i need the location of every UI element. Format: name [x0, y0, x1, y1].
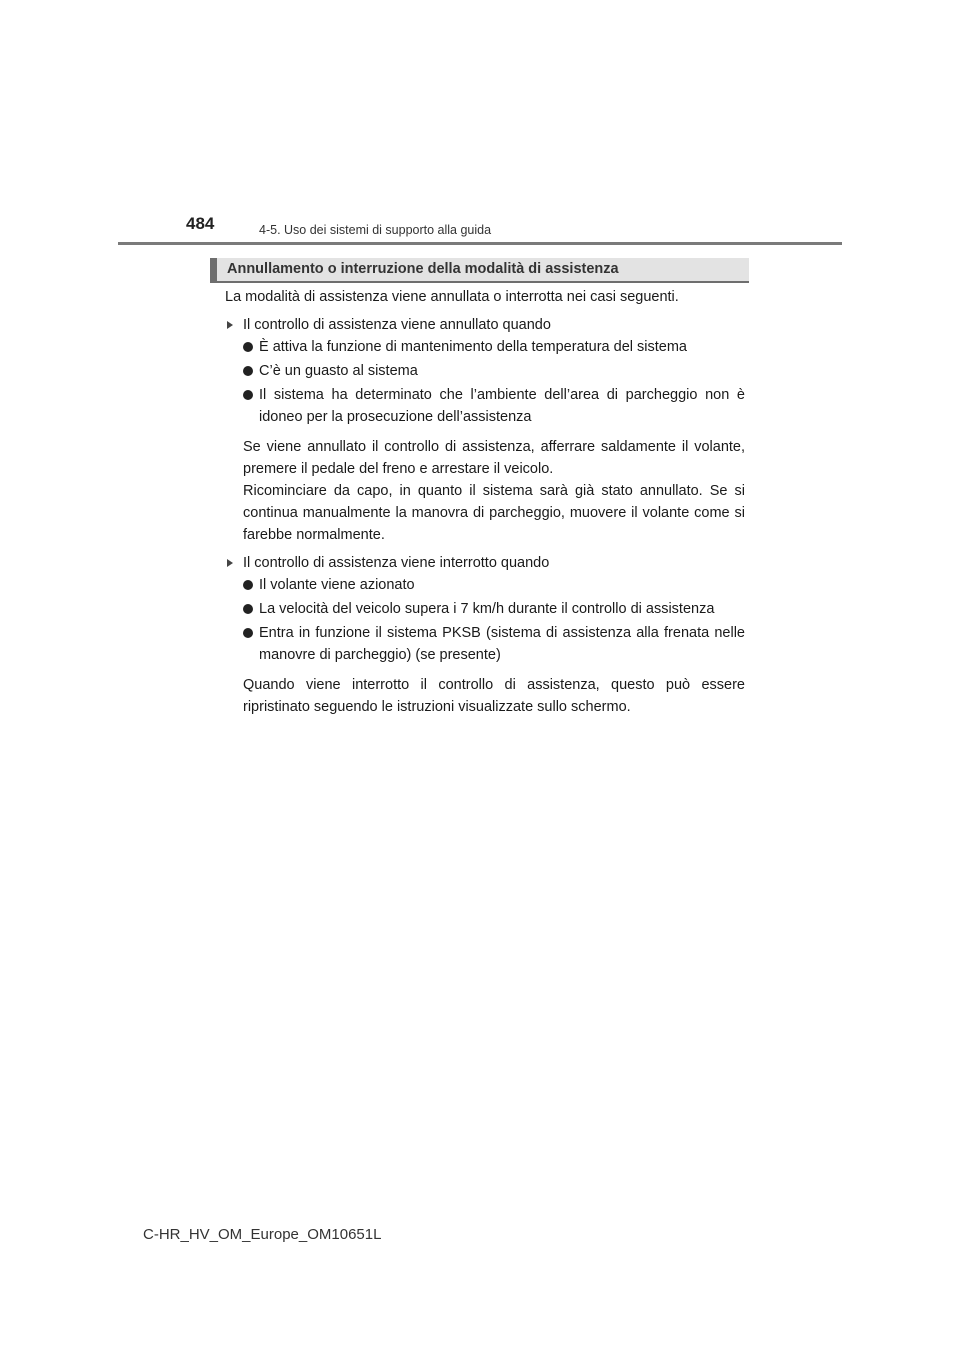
interrupt-case-heading — [225, 552, 745, 574]
list-item: Il sistema ha determinato che l’ambiente dell’area di parcheggio non è idoneo per la prosecuzione dell’assistenza — [243, 384, 745, 428]
list-item: C’è un guasto al sistema — [243, 360, 745, 382]
arrow-icon — [227, 321, 233, 329]
interrupt-conditions-list — [225, 574, 745, 666]
cancel-note — [225, 436, 745, 546]
cancel-case-heading — [225, 314, 745, 336]
cancel-note-line2: Ricominciare da capo, in quanto il sistema sarà già stato annullato. Se si continua manualmente la manovra di parcheggio, muovere il volante come si farebbe normalmente. — [243, 483, 745, 543]
bullet-icon — [243, 390, 253, 400]
cancel-conditions-list — [225, 336, 745, 428]
list-item: È attiva la funzione di mantenimento della temperatura del sistema — [243, 336, 745, 358]
bullet-icon — [243, 580, 253, 590]
cancel-note-line1: Se viene annullato il controllo di assistenza, afferrare saldamente il volante, premere il pedale del freno e arrestare il veicolo. — [243, 439, 745, 477]
bullet-icon — [243, 604, 253, 614]
section-title: 4-5. Uso dei sistemi di supporto alla guida — [259, 223, 492, 237]
list-item: Entra in funzione il sistema PKSB (sistema di assistenza alla frenata nelle manovre di parcheggio) (se presente) — [243, 622, 745, 666]
list-item: Il volante viene azionato — [243, 574, 745, 596]
content-body — [225, 286, 745, 724]
header-divider — [118, 242, 842, 245]
interrupt-note: Quando viene interrotto il controllo di assistenza, questo può essere ripristinato seguendo le istruzioni visualizzate sullo schermo. — [243, 677, 745, 715]
interrupt-case-heading-text: Il controllo di assistenza viene interrotto quando — [243, 555, 550, 571]
cancel-case-heading-text: Il controllo di assistenza viene annullato quando — [243, 317, 551, 333]
bullet-icon — [243, 366, 253, 376]
bullet-icon — [243, 342, 253, 352]
subheading-bar — [210, 258, 749, 283]
page-number: 484 — [186, 214, 215, 233]
bullet-icon — [243, 628, 253, 638]
intro-paragraph: La modalità di assistenza viene annullata o interrotta nei casi seguenti. — [225, 289, 679, 305]
list-item: La velocità del veicolo supera i 7 km/h durante il controllo di assistenza — [243, 598, 745, 620]
subheading-title: Annullamento o interruzione della modalità di assistenza — [227, 261, 619, 277]
arrow-icon — [227, 559, 233, 567]
document-code: C-HR_HV_OM_Europe_OM10651L — [143, 1226, 382, 1243]
